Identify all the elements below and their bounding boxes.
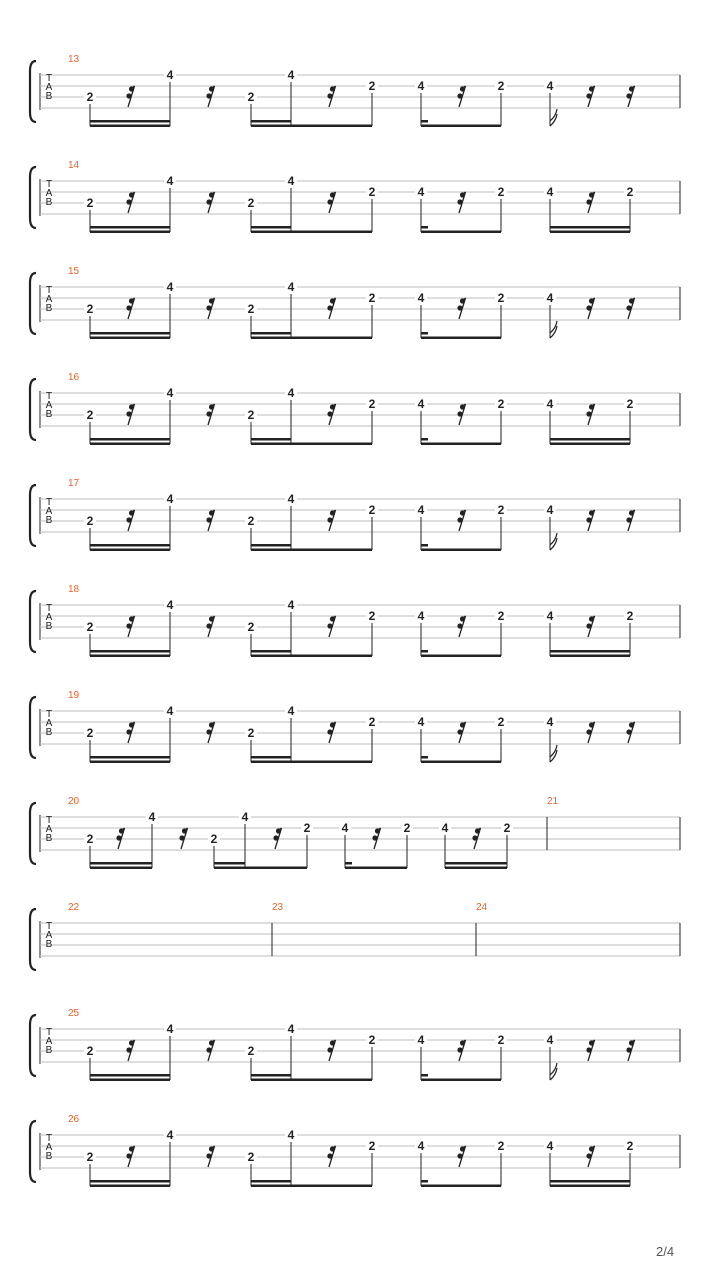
fret-number: 2 [86, 620, 94, 634]
fret-number: 4 [287, 598, 295, 612]
tab-clef-letter: B [45, 303, 53, 314]
tab-clef-letter: A [45, 82, 53, 93]
fret-number: 2 [86, 196, 94, 210]
measure-number: 18 [68, 584, 80, 595]
beam-primary [90, 231, 170, 234]
fret-number: 4 [287, 1128, 295, 1142]
system-bracket [30, 909, 36, 970]
fret-number: 4 [287, 280, 295, 294]
fret-number: 2 [247, 1044, 255, 1058]
tab-clef-letter: T [45, 285, 53, 296]
beam-stub [421, 226, 428, 229]
beam-secondary [90, 332, 170, 335]
tab-clef-letter: A [45, 188, 53, 199]
beam-secondary [251, 332, 291, 335]
beam-primary [550, 231, 630, 234]
fret-number: 2 [403, 821, 411, 835]
beam-primary [251, 125, 372, 128]
fret-number: 4 [546, 1033, 554, 1047]
fret-number: 4 [287, 174, 295, 188]
beam-secondary [90, 438, 170, 441]
fret-number: 2 [247, 726, 255, 740]
tab-clef-letter: A [45, 1036, 53, 1047]
beam-secondary [251, 1180, 291, 1183]
fret-number: 2 [497, 1033, 505, 1047]
fret-number: 4 [417, 1139, 425, 1153]
tab-clef-letter: A [45, 824, 53, 835]
system-bracket [30, 167, 36, 228]
beam-primary [90, 337, 170, 340]
beam-primary [421, 443, 501, 446]
tab-clef-letter: B [45, 727, 53, 738]
tab-clef-letter: B [45, 833, 53, 844]
beam-primary [90, 655, 170, 658]
tab-clef-letter: B [45, 91, 53, 102]
fret-number: 2 [247, 196, 255, 210]
beam-primary [251, 1185, 372, 1188]
fret-number: 2 [247, 1150, 255, 1164]
beam-secondary [251, 650, 291, 653]
page-number: 2/4 [656, 1244, 675, 1259]
fret-number: 2 [497, 609, 505, 623]
system-bracket [30, 697, 36, 758]
fret-number: 4 [417, 609, 425, 623]
beam-secondary [251, 544, 291, 547]
beam-primary [251, 231, 372, 234]
tab-clef-letter: A [45, 930, 53, 941]
tab-clef-letter: B [45, 939, 53, 950]
beam-stub [421, 332, 428, 335]
beam-primary [251, 761, 372, 764]
beam-secondary [90, 650, 170, 653]
tab-clef-letter: B [45, 1151, 53, 1162]
beam-primary [90, 867, 152, 870]
tab-system [30, 584, 680, 657]
beam-stub [421, 544, 428, 547]
fret-number: 4 [417, 503, 425, 517]
system-bracket [30, 273, 36, 334]
fret-number: 2 [503, 821, 511, 835]
fret-number: 4 [287, 386, 295, 400]
fret-number: 2 [497, 397, 505, 411]
fret-number: 2 [86, 514, 94, 528]
beam-primary [251, 337, 372, 340]
beam-secondary [251, 756, 291, 759]
tab-clef-letter: B [45, 515, 53, 526]
fret-number: 4 [417, 79, 425, 93]
tab-clef-letter: B [45, 1045, 53, 1056]
beam-stub [421, 438, 428, 441]
beam-primary [421, 1185, 501, 1188]
beam-primary [90, 1079, 170, 1082]
beam-primary [90, 443, 170, 446]
measure-number: 20 [68, 796, 80, 807]
system-bracket [30, 61, 36, 122]
measure-number: 16 [68, 372, 80, 383]
fret-number: 2 [368, 503, 376, 517]
fret-number: 4 [287, 704, 295, 718]
fret-number: 2 [86, 832, 94, 846]
fret-number: 2 [247, 514, 255, 528]
fret-number: 4 [546, 715, 554, 729]
tab-clef-letter: T [45, 391, 53, 402]
measure-number: 22 [68, 902, 80, 913]
fret-number: 2 [368, 185, 376, 199]
tab-system [30, 478, 680, 551]
fret-number: 2 [497, 503, 505, 517]
tab-clef-letter: A [45, 400, 53, 411]
fret-number: 2 [247, 408, 255, 422]
tab-system [30, 902, 680, 970]
beam-primary [445, 867, 507, 870]
tab-clef-letter: A [45, 1142, 53, 1153]
beam-secondary [90, 756, 170, 759]
beam-primary [251, 549, 372, 552]
fret-number: 2 [86, 726, 94, 740]
fret-number: 4 [417, 1033, 425, 1047]
beam-secondary [90, 862, 152, 865]
tab-clef-letter: T [45, 73, 53, 84]
beam-stub [421, 756, 428, 759]
fret-number: 4 [546, 609, 554, 623]
beam-secondary [90, 1180, 170, 1183]
beam-primary [251, 443, 372, 446]
fret-number: 2 [86, 302, 94, 316]
fret-number: 4 [166, 1022, 174, 1036]
measure-number: 19 [68, 690, 80, 701]
system-bracket [30, 1121, 36, 1182]
fret-number: 4 [546, 1139, 554, 1153]
fret-number: 2 [368, 397, 376, 411]
system-bracket [30, 379, 36, 440]
fret-number: 2 [86, 408, 94, 422]
beam-primary [421, 1079, 501, 1082]
measure-number: 13 [68, 54, 80, 65]
fret-number: 4 [166, 280, 174, 294]
measure-number: 14 [68, 160, 80, 171]
tab-clef-letter: T [45, 497, 53, 508]
tab-system [30, 690, 680, 763]
beam-secondary [251, 438, 291, 441]
beam-primary [90, 1185, 170, 1188]
beam-primary [421, 125, 501, 128]
tab-system [30, 372, 680, 445]
fret-number: 2 [368, 1033, 376, 1047]
beam-primary [550, 655, 630, 658]
fret-number: 2 [303, 821, 311, 835]
fret-number: 4 [166, 492, 174, 506]
fret-number: 2 [247, 90, 255, 104]
beam-secondary [90, 120, 170, 123]
fret-number: 2 [247, 620, 255, 634]
tab-clef-letter: T [45, 815, 53, 826]
beam-secondary [251, 1074, 291, 1077]
fret-number: 2 [86, 1044, 94, 1058]
beam-primary [421, 231, 501, 234]
fret-number: 2 [368, 715, 376, 729]
fret-number: 2 [497, 185, 505, 199]
fret-number: 4 [417, 185, 425, 199]
fret-number: 2 [368, 609, 376, 623]
fret-number: 4 [341, 821, 349, 835]
beam-primary [421, 337, 501, 340]
tab-clef-letter: A [45, 294, 53, 305]
fret-number: 4 [417, 291, 425, 305]
fret-number: 4 [417, 397, 425, 411]
system-bracket [30, 803, 36, 864]
measure-number: 15 [68, 266, 80, 277]
tab-system [30, 1008, 680, 1081]
tab-clef-letter: T [45, 709, 53, 720]
fret-number: 4 [546, 291, 554, 305]
beam-secondary [550, 226, 630, 229]
fret-number: 4 [166, 386, 174, 400]
measure-number: 26 [68, 1114, 80, 1125]
beam-secondary [550, 438, 630, 441]
tab-system [30, 1114, 680, 1187]
tab-clef-letter: A [45, 612, 53, 623]
fret-number: 4 [166, 1128, 174, 1142]
fret-number: 4 [546, 185, 554, 199]
fret-number: 2 [86, 1150, 94, 1164]
beam-primary [251, 1079, 372, 1082]
fret-number: 2 [368, 291, 376, 305]
fret-number: 2 [497, 715, 505, 729]
beam-primary [214, 867, 307, 870]
measure-number: 23 [272, 902, 284, 913]
fret-number: 4 [546, 397, 554, 411]
fret-number: 2 [368, 79, 376, 93]
tab-clef-letter: B [45, 409, 53, 420]
measure-number: 17 [68, 478, 80, 489]
fret-number: 4 [166, 68, 174, 82]
fret-number: 4 [287, 1022, 295, 1036]
fret-number: 2 [497, 291, 505, 305]
fret-number: 2 [626, 609, 634, 623]
fret-number: 4 [287, 492, 295, 506]
fret-number: 4 [166, 704, 174, 718]
fret-number: 4 [241, 810, 249, 824]
fret-number: 4 [148, 810, 156, 824]
tab-clef-letter: T [45, 1133, 53, 1144]
beam-secondary [251, 120, 291, 123]
fret-number: 2 [247, 302, 255, 316]
fret-number: 2 [626, 1139, 634, 1153]
fret-number: 2 [86, 90, 94, 104]
beam-primary [90, 125, 170, 128]
fret-number: 2 [626, 185, 634, 199]
tab-clef-letter: T [45, 179, 53, 190]
beam-secondary [90, 544, 170, 547]
beam-primary [421, 655, 501, 658]
tab-clef-letter: A [45, 506, 53, 517]
tab-clef-letter: B [45, 621, 53, 632]
beam-stub [345, 862, 352, 865]
beam-primary [550, 1185, 630, 1188]
tab-system [30, 54, 680, 127]
tab-system [30, 266, 680, 339]
fret-number: 4 [417, 715, 425, 729]
tab-clef-letter: T [45, 921, 53, 932]
tab-clef-letter: T [45, 1027, 53, 1038]
fret-number: 2 [626, 397, 634, 411]
tab-system [30, 796, 680, 869]
fret-number: 4 [166, 174, 174, 188]
beam-primary [550, 443, 630, 446]
beam-primary [251, 655, 372, 658]
tab-system [30, 160, 680, 233]
beam-secondary [90, 1074, 170, 1077]
fret-number: 4 [546, 79, 554, 93]
beam-stub [421, 1180, 428, 1183]
tab-clef-letter: A [45, 718, 53, 729]
beam-primary [90, 549, 170, 552]
beam-stub [421, 1074, 428, 1077]
measure-number: 25 [68, 1008, 80, 1019]
fret-number: 2 [210, 832, 218, 846]
measure-number: 21 [547, 796, 559, 807]
beam-stub [421, 650, 428, 653]
beam-stub [421, 120, 428, 123]
fret-number: 4 [441, 821, 449, 835]
beam-secondary [550, 650, 630, 653]
fret-number: 2 [497, 1139, 505, 1153]
system-bracket [30, 485, 36, 546]
system-bracket [30, 1015, 36, 1076]
measure-number: 24 [476, 902, 488, 913]
fret-number: 2 [368, 1139, 376, 1153]
beam-primary [421, 549, 501, 552]
beam-primary [421, 761, 501, 764]
beam-primary [345, 867, 407, 870]
fret-number: 4 [287, 68, 295, 82]
tab-clef-letter: T [45, 603, 53, 614]
fret-number: 2 [497, 79, 505, 93]
beam-primary [90, 761, 170, 764]
beam-secondary [90, 226, 170, 229]
beam-secondary [214, 862, 245, 865]
system-bracket [30, 591, 36, 652]
fret-number: 4 [166, 598, 174, 612]
beam-secondary [550, 1180, 630, 1183]
tab-clef-letter: B [45, 197, 53, 208]
beam-secondary [251, 226, 291, 229]
fret-number: 4 [546, 503, 554, 517]
beam-secondary [445, 862, 507, 865]
